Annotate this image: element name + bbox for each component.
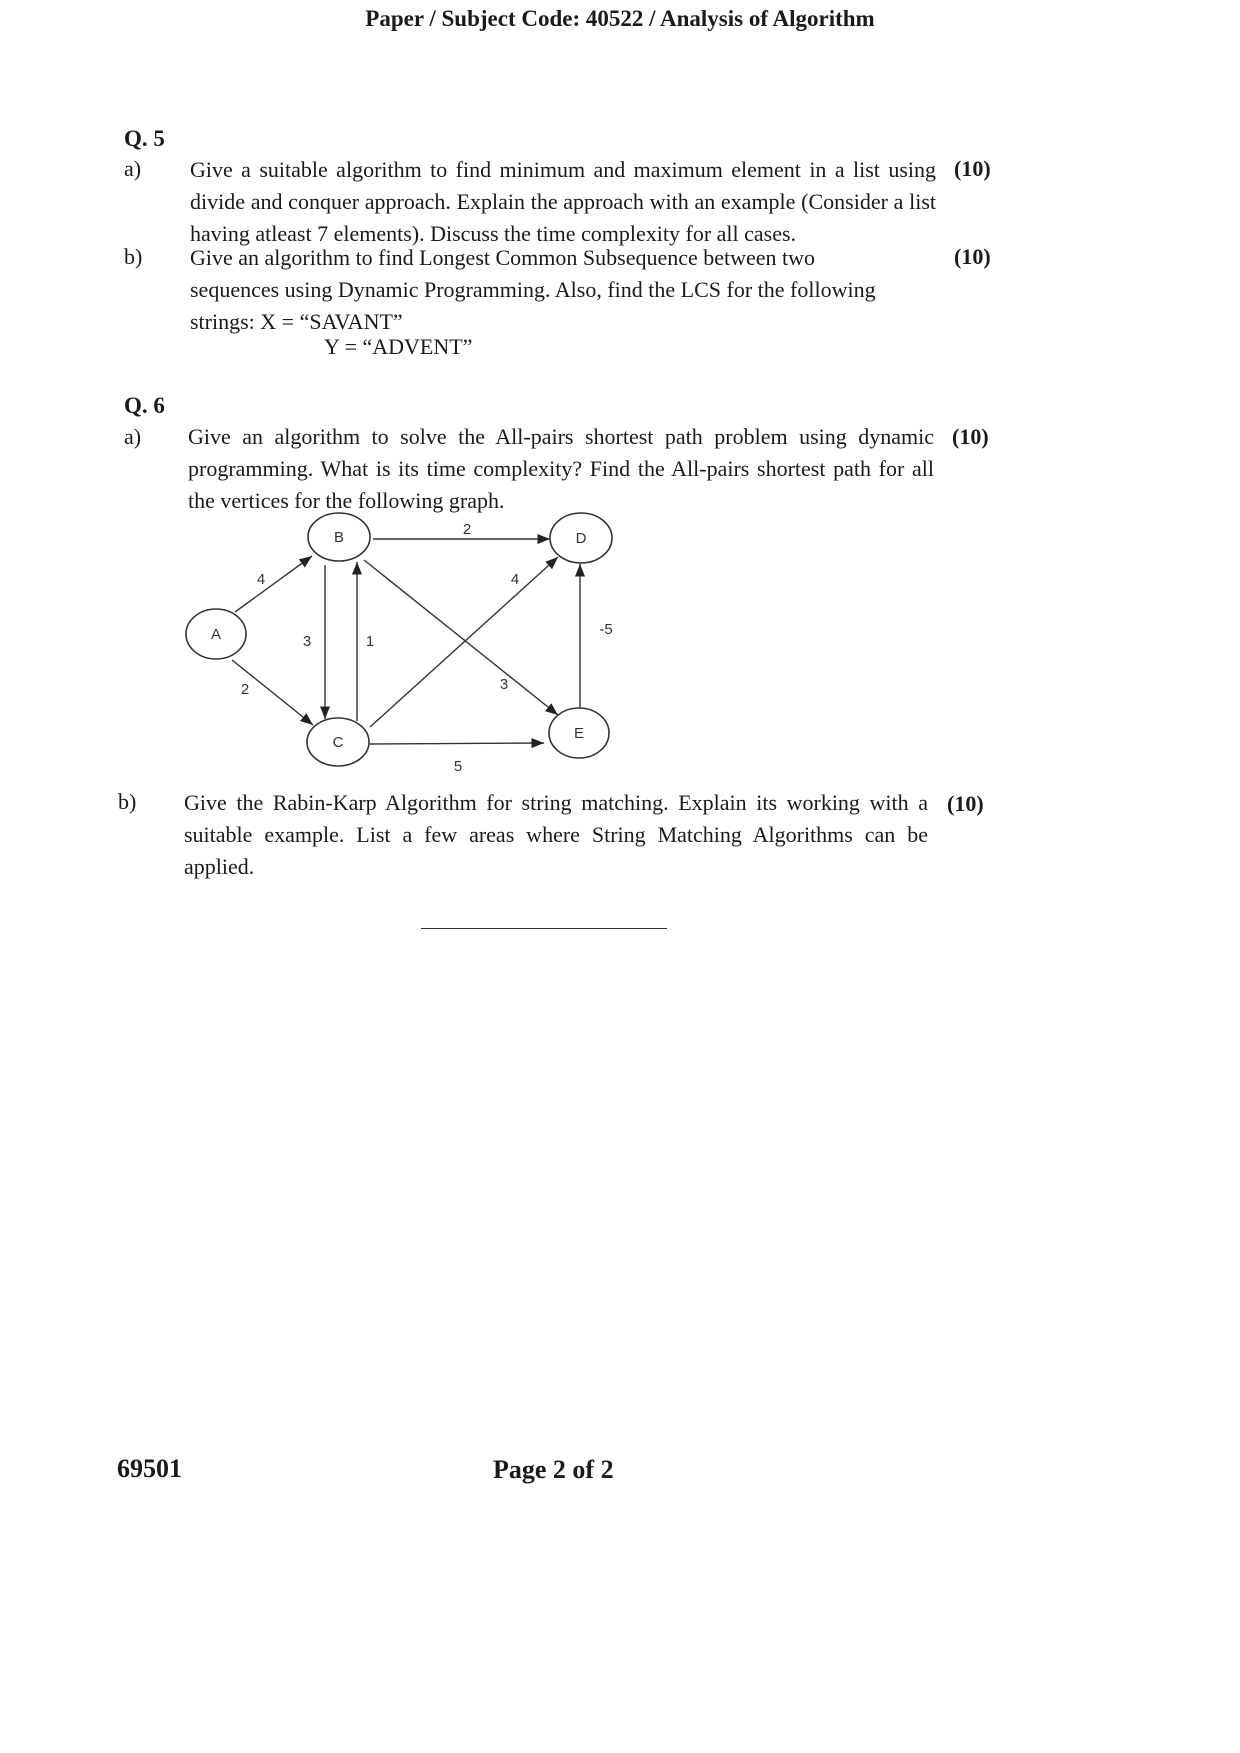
- question-6-number: Q. 6: [124, 393, 165, 418]
- weight-b-c: 3: [302, 633, 312, 650]
- edge-a-b: [235, 556, 312, 612]
- weight-e-d: -5: [599, 621, 613, 638]
- weight-b-e: 3: [499, 676, 509, 693]
- q5a-label: a): [124, 156, 142, 181]
- q6a-text: Give an algorithm to solve the All-pairs shortest path problem using dynamic programming. What is its time complexity? Find the All-pairs shortest path for all the vertices for the following graph.: [188, 424, 934, 513]
- q6a-label: a): [124, 424, 142, 449]
- node-label-d: D: [575, 530, 587, 547]
- q5b-marks: (10): [954, 244, 991, 269]
- weight-a-c: 2: [240, 681, 250, 698]
- node-label-a: A: [210, 626, 222, 643]
- weight-c-d: 4: [510, 571, 520, 588]
- q6b-marks: (10): [947, 791, 984, 816]
- end-rule: [421, 928, 667, 929]
- q6b-label: b): [118, 789, 137, 814]
- paper-code: 69501: [117, 1454, 182, 1483]
- node-label-c: C: [332, 734, 344, 751]
- page-header: Paper / Subject Code: 40522 / Analysis of Algorithm: [365, 6, 875, 31]
- q5a-text: Give a suitable algorithm to find minimum and maximum element in a list using divide and conquer approach. Explain the approach with an example (Consider a list having atleast 7 elements). Discuss the time complexity for all cases.: [190, 157, 936, 246]
- question-5-number: Q. 5: [124, 126, 165, 151]
- q6b-text: Give the Rabin-Karp Algorithm for string matching. Explain its working with a suitable example. List a few areas where String Matching Algorithms can be applied.: [184, 790, 928, 879]
- weight-a-b: 4: [256, 571, 266, 588]
- weight-b-d: 2: [462, 521, 472, 538]
- node-label-e: E: [573, 725, 585, 742]
- weight-c-e: 5: [453, 758, 463, 775]
- node-label-b: B: [333, 529, 345, 546]
- q5b-text: Give an algorithm to find Longest Common Subsequence between two sequences using Dynamic Programming. Also, find the LCS for the following strings: X = “SAVANT”: [190, 245, 876, 334]
- weight-c-b: 1: [365, 633, 375, 650]
- edge-c-d: [370, 557, 558, 727]
- q5b-label: b): [124, 244, 143, 269]
- edge-c-e: [370, 743, 544, 744]
- q6a-marks: (10): [952, 424, 989, 449]
- q5b-string-y: Y = “ADVENT”: [324, 334, 473, 359]
- q5a-marks: (10): [954, 156, 991, 181]
- page-number: Page 2 of 2: [493, 1455, 614, 1484]
